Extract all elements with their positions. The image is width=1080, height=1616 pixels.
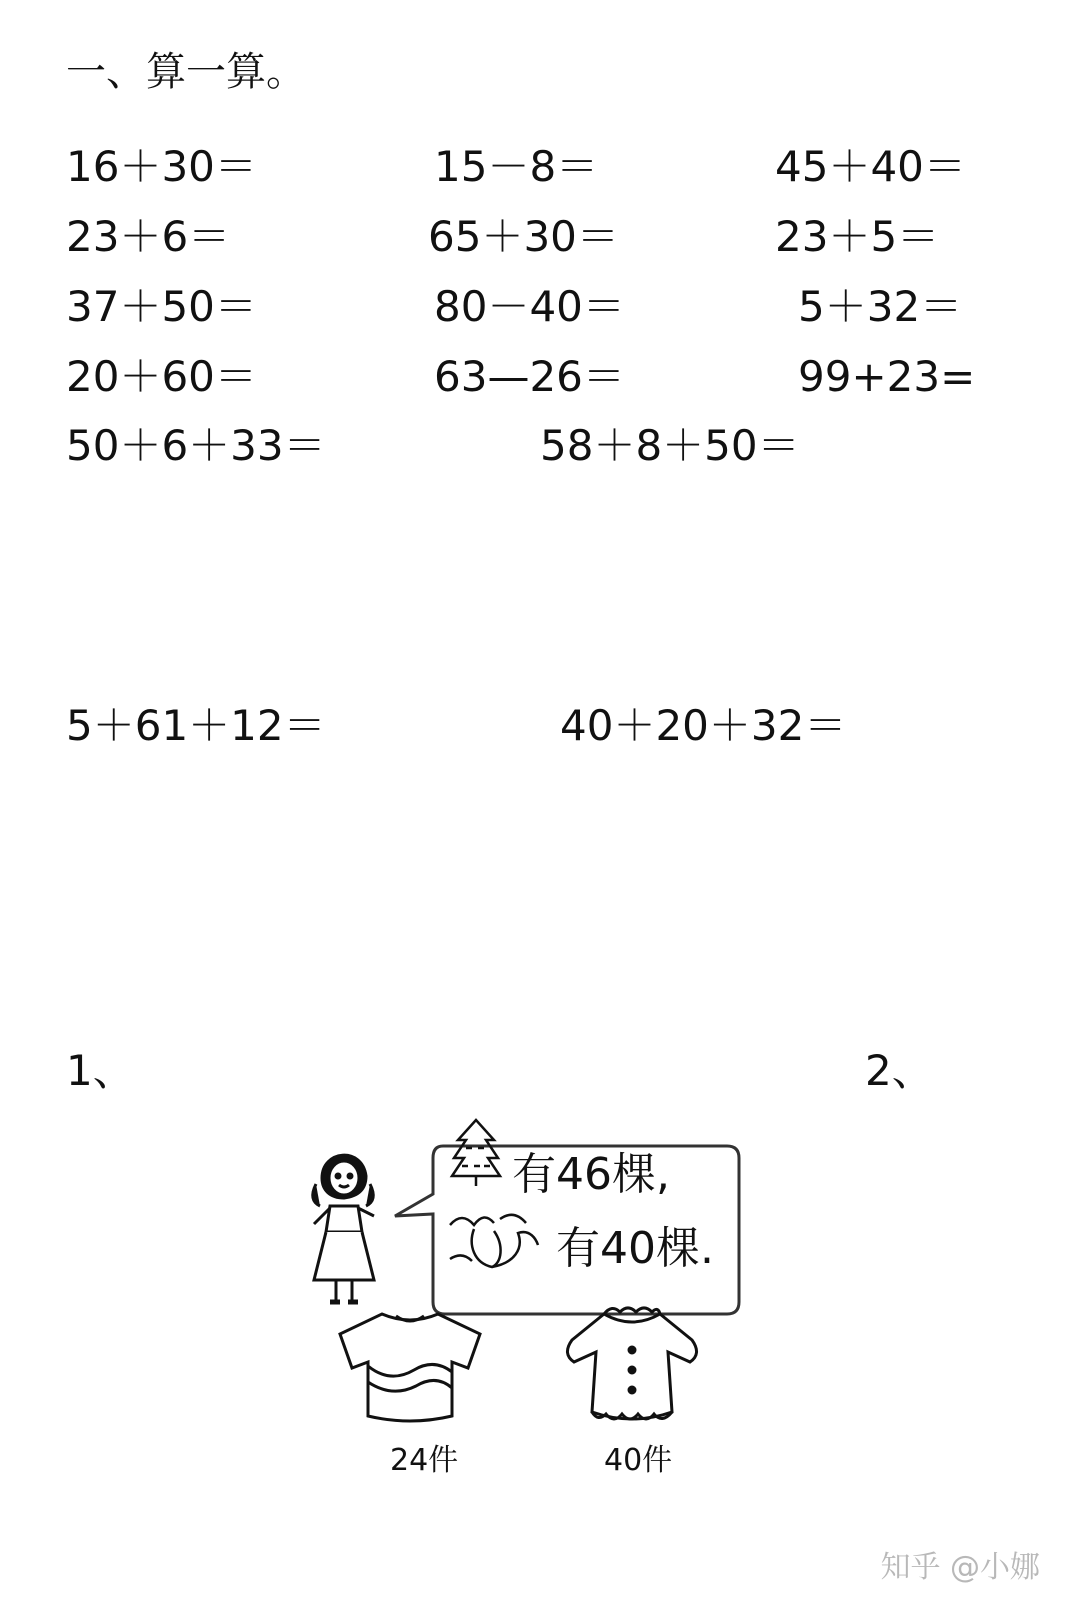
problem-1-1: 16＋30＝ xyxy=(66,142,257,191)
problem-5-1: 50＋6＋33＝ xyxy=(66,421,326,470)
problem-4-1: 20＋60＝ xyxy=(66,352,257,401)
problem-2-3: 23＋5＝ xyxy=(775,212,940,261)
speech-line-2: 有40棵. xyxy=(556,1223,714,1274)
watermark: 知乎 @小娜 xyxy=(880,1550,1040,1585)
problem-6-1: 5＋61＋12＝ xyxy=(66,701,326,750)
problem-2-1: 23＋6＝ xyxy=(66,212,231,261)
problem-4-2: 63—26＝ xyxy=(434,352,625,401)
problem-4-3: 99+23= xyxy=(798,352,976,401)
t-shirt-icon xyxy=(330,1304,490,1424)
problem-2-2: 65＋30＝ xyxy=(428,212,619,261)
problem-6-2: 40＋20＋32＝ xyxy=(560,701,847,750)
speech-line-1: 有46棵, xyxy=(512,1149,670,1200)
problem-1-3: 45＋40＝ xyxy=(775,142,966,191)
problem-3-3: 5＋32＝ xyxy=(798,282,963,331)
problem-3-2: 80－40＝ xyxy=(434,282,625,331)
dress-icon xyxy=(552,1300,712,1430)
problem-3-1: 37＋50＝ xyxy=(66,282,257,331)
section-heading: 一、算一算。 xyxy=(66,49,306,95)
cabbage-icon xyxy=(444,1205,540,1275)
t-shirt-price-label: 24件 xyxy=(390,1443,459,1478)
problem-1-2: 15－8＝ xyxy=(434,142,599,191)
question-2-label: 2、 xyxy=(865,1046,934,1095)
question-1-label: 1、 xyxy=(66,1046,135,1095)
problem-5-2: 58＋8＋50＝ xyxy=(540,421,800,470)
dress-price-label: 40件 xyxy=(604,1443,673,1478)
pine-tree-icon xyxy=(448,1118,504,1188)
